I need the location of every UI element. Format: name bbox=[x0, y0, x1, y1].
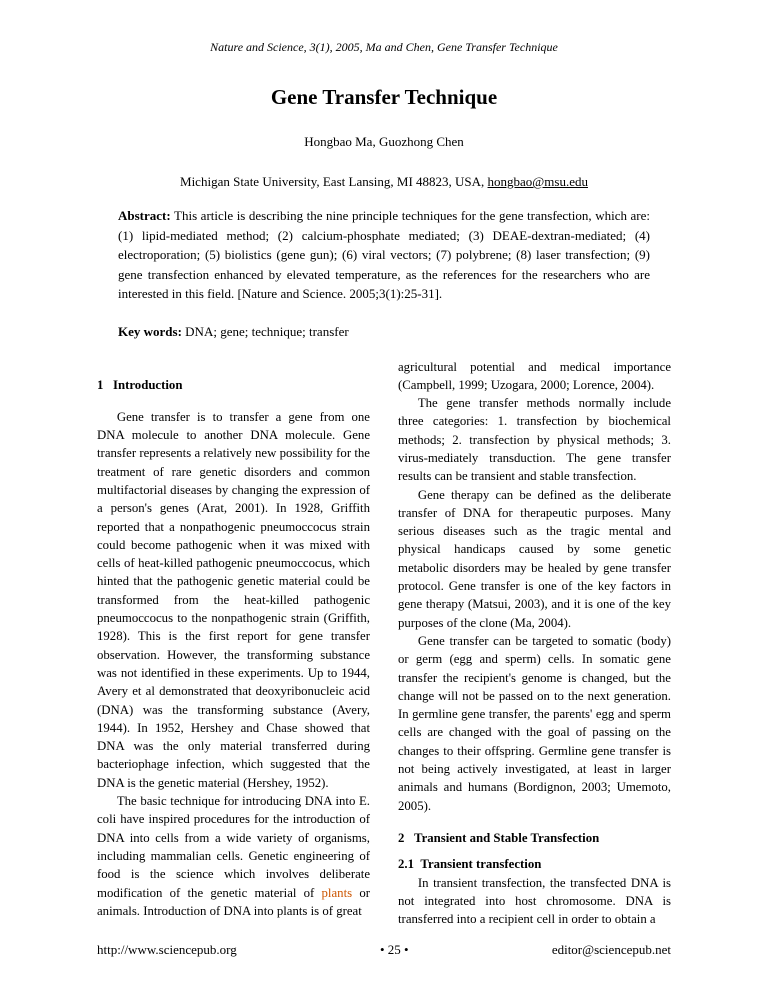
section-2-1-heading: 2.1 Transient transfection bbox=[398, 857, 542, 872]
paragraph-transient: In transient transfection, the transfected DNA is not integrated into host chromosome. DNA is transferred into a recipient cell in order to obtain a bbox=[398, 875, 671, 927]
paragraph-gene-therapy: Gene therapy can be defined as the deliberate transfer of DNA for therapeutic purposes. Many serious diseases such as the tragic mental and physical handicaps caused by some genetic metabolic disorders may be healed by gene transfer protocol. Gene transfer is one of the key factors in gene therapy (Matsui, 2003), and it is one of the key purposes of the clone (Ma, 2004). bbox=[398, 487, 671, 630]
keywords-text: DNA; gene; technique; transfer bbox=[181, 323, 349, 339]
left-column bbox=[97, 358, 370, 929]
abstract-label: Abstract: bbox=[118, 208, 171, 223]
section-2-heading: 2 Transient and Stable Transfection bbox=[398, 830, 600, 845]
paragraph-intro-2 bbox=[97, 792, 370, 920]
paragraph-methods: The gene transfer methods normally include three categories: 1. transfection by biochemical methods; 2. transfection by physical methods; 3. virus-mediately transduction. The gene transfer results can be transient and stable transfection. bbox=[398, 396, 671, 484]
page-number: • 25 • bbox=[379, 942, 409, 957]
paragraph-somatic-germline: Gene transfer can be targeted to somatic (body) or germ (egg and sperm) cells. In somatic gene transfer the recipient's genome is changed, but the change will not be passed on to the next generation. In germline gene transfer, the parents' egg and sperm cells are changed with the goal of passing on the changes to their offspring. Germline gene transfer is not being actively investigated, at least in larger animals and humans (Bordignon, 2003; Umemoto, 2005). bbox=[398, 633, 671, 813]
email-link[interactable]: hongbao@msu.edu bbox=[487, 174, 588, 189]
page-footer bbox=[97, 942, 671, 958]
footer-url: http://www.sciencepub.org bbox=[97, 942, 237, 957]
footer-email: editor@sciencepub.net bbox=[551, 942, 671, 957]
abstract bbox=[118, 206, 650, 304]
affiliation bbox=[97, 174, 671, 190]
paper-title: Gene Transfer Technique bbox=[270, 85, 498, 109]
keywords-label: Key words: bbox=[118, 323, 182, 339]
right-column bbox=[398, 358, 671, 929]
running-header: Nature and Science, 3(1), 2005, Ma and Chen, Gene Transfer Technique bbox=[210, 40, 558, 54]
paragraph-intro-1: Gene transfer is to transfer a gene from one DNA molecule to another DNA molecule. Gene transfer represents a relatively new possibility for the treatment of rare genetic disorders and common multifactorial diseases by changing the expression of a person's genes (Arat, 2001). In 1928, Griffith reported that a nonpathogenic pneumoccocus strain could become pathogenic when it was mixed with cells of heat-killed pathogenic pneumoccocus, which hinted that the pathogenic genetic material could be transformed from the heat-killed pathogenic pneumoccocus to the nonpathogenic strain (Griffith, 1928). This is the first report for gene transfer observation. However, the transforming substance was not identified in these experiments. Up to 1944, Avery et al demonstrated that deoxyribonucleic acid (DNA) was the transforming substance (Avery, 1944). In 1952, Hershey and Chase showed that DNA was the only material transferred during bacteriophage infection, which suggested that the DNA is the genetic material (Hershey, 1952). bbox=[97, 409, 370, 790]
paragraph-text: The basic technique for introducing DNA into E. coli have inspired procedures for the introduction of DNA into cells from a wide variety of organisms, including mammalian cells. Genetic engineering of food is the science which involves deliberate modification of the genetic material of bbox=[97, 794, 370, 900]
affiliation-text: Michigan State University, East Lansing, MI 48823, USA, bbox=[180, 174, 488, 189]
paragraph-continuation: agricultural potential and medical importance (Campbell, 1999; Uzogara, 2000; Lorence, 2004). bbox=[398, 359, 671, 392]
abstract-text: This article is describing the nine principle techniques for the gene transfection, which are: (1) lipid-mediated method; (2) calcium-phosphate mediated; (3) DEAE-dextran-mediated; (4) electroporation; (5) biolistics (gene gun); (6) viral vectors; (7) polybrene; (8) laser transfection; (9) gene transfection enhanced by elevated temperature, as the references for the researchers who are interested in this field. [Nature and Science. 2005;3(1):25-31]. bbox=[118, 208, 650, 301]
highlighted-word: plants bbox=[321, 885, 353, 900]
keywords bbox=[118, 324, 650, 340]
section-1-heading: 1 Introduction bbox=[97, 377, 183, 392]
paragraph-text: or animals. Introduction of DNA into plants is of great bbox=[97, 885, 370, 918]
two-column-body bbox=[97, 358, 671, 929]
authors: Hongbao Ma, Guozhong Chen bbox=[304, 134, 464, 149]
